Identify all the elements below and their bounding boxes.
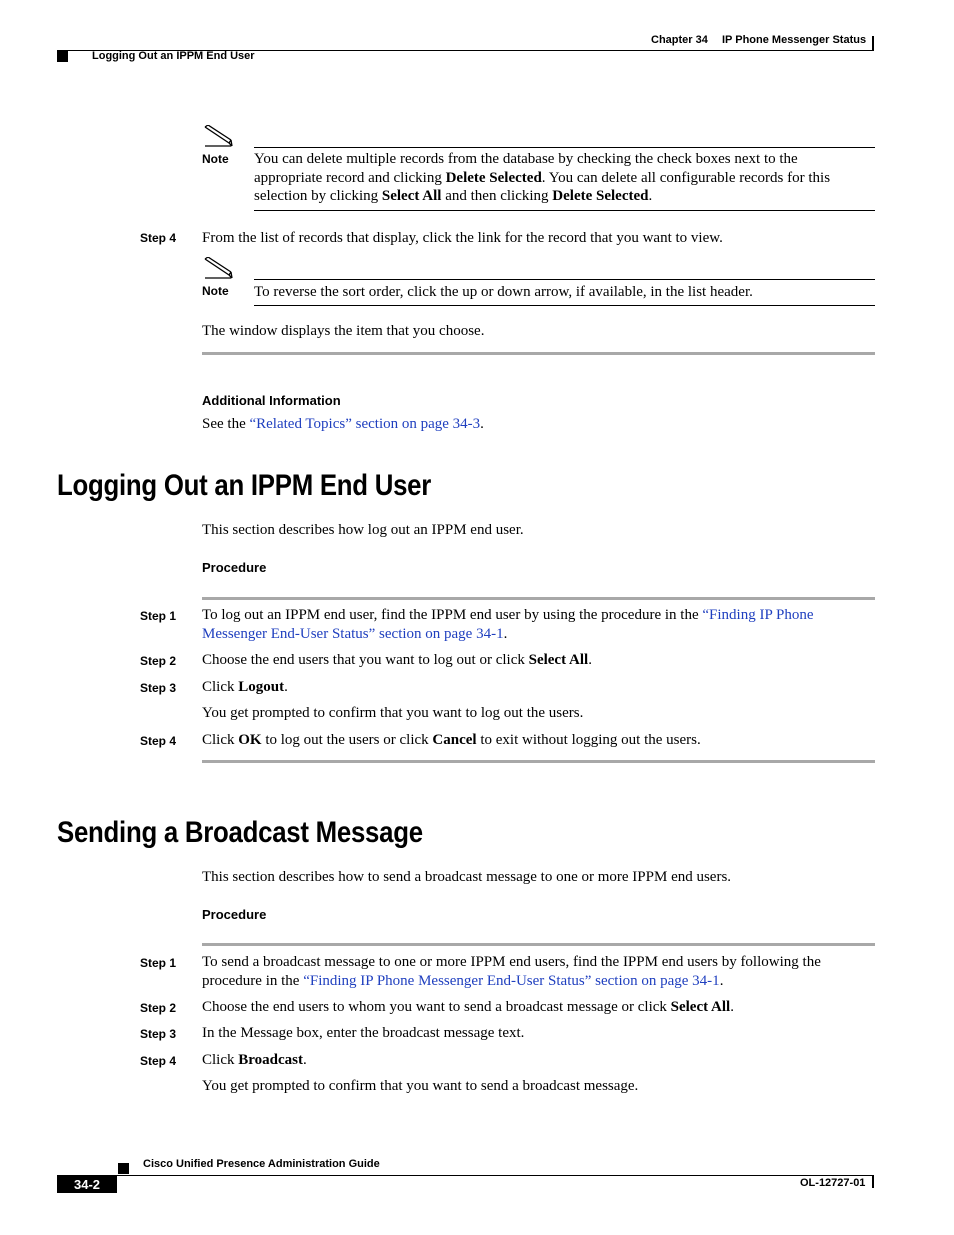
header-block <box>57 51 68 62</box>
related-topics-link[interactable]: “Related Topics” section on page 34-3 <box>249 416 481 432</box>
note-top-rule <box>254 147 875 148</box>
step-text: Click Logout. <box>202 679 288 695</box>
step-label: Step 2 <box>140 1001 177 1015</box>
step-label: Step 1 <box>140 956 177 970</box>
pencil-icon <box>203 125 233 147</box>
header-chapter: Chapter 34 <box>651 34 708 46</box>
procedure-start-rule <box>202 597 875 600</box>
finding-status-link[interactable]: “Finding IP Phone Messenger End-User Status” section on page 34-1 <box>303 972 720 989</box>
note-label: Note <box>202 284 229 298</box>
finding-status-link[interactable]: Messenger End-User Status” section on page 34-1 <box>202 625 504 642</box>
note-line: You can delete multiple records from the database by checking the check boxes next to the <box>254 151 798 167</box>
step-text: In the Message box, enter the broadcast message text. <box>202 1025 525 1041</box>
step-text: Click OK to log out the users or click Cancel to exit without logging out the users. <box>202 732 701 748</box>
note-bottom-rule <box>254 305 875 306</box>
finding-status-link[interactable]: “Finding IP Phone <box>702 607 814 623</box>
note-bottom-rule <box>254 210 875 211</box>
additional-info-heading: Additional Information <box>202 393 341 408</box>
step-label: Step 3 <box>140 1027 177 1041</box>
procedure-end-rule <box>202 352 875 355</box>
section-title: Sending a Broadcast Message <box>57 816 423 849</box>
step-label: Step 2 <box>140 654 177 668</box>
note-top-rule <box>254 279 875 280</box>
step-text: Choose the end users that you want to log out or click Select All. <box>202 652 592 668</box>
step-label: Step 3 <box>140 681 177 695</box>
doc-id: OL-12727-01 <box>800 1177 866 1189</box>
procedure-start-rule <box>202 943 875 946</box>
step-text: From the list of records that display, click the link for the record that you want to view. <box>202 230 723 246</box>
procedure-heading: Procedure <box>202 907 267 922</box>
footer-block <box>118 1163 129 1174</box>
footer-rule <box>57 1175 874 1176</box>
step-text: Choose the end users to whom you want to send a broadcast message or click Select All. <box>202 999 734 1015</box>
step-label: Step 1 <box>140 609 177 623</box>
step-followup: You get prompted to confirm that you want to log out the users. <box>202 705 584 721</box>
section-intro: This section describes how log out an IPPM end user. <box>202 522 524 538</box>
section-title: Logging Out an IPPM End User <box>57 469 432 502</box>
footer-bar-right <box>872 1175 874 1188</box>
pencil-icon <box>203 257 233 279</box>
step-text: Click Broadcast. <box>202 1052 307 1068</box>
step-label: Step 4 <box>140 231 177 245</box>
note-text: To reverse the sort order, click the up or down arrow, if available, in the list header. <box>254 284 753 300</box>
note-line: selection by clicking Select All and then clicking Delete Selected. <box>254 188 653 204</box>
footer-guide-title: Cisco Unified Presence Administration Guide <box>143 1158 380 1170</box>
additional-info-text: See the “Related Topics” section on page 34-3. <box>202 416 484 432</box>
step-followup: You get prompted to confirm that you want to send a broadcast message. <box>202 1078 639 1094</box>
section-intro: This section describes how to send a broadcast message to one or more IPPM end users. <box>202 869 732 885</box>
header-bar-right <box>872 36 874 50</box>
step-text: To log out an IPPM end user, find the IPPM end user by using the procedure in the “Finding IP Phone Messenger End-User Status” section on page 34-1. <box>202 607 814 642</box>
step-text: To send a broadcast message to one or more IPPM end users, find the IPPM end users by following the procedure in the “Finding IP Phone Messenger End-User Status” section on page 34-1. <box>202 954 821 989</box>
procedure-heading: Procedure <box>202 560 267 575</box>
procedure-end-rule <box>202 760 875 763</box>
note-text <box>254 150 875 206</box>
header-section: Logging Out an IPPM End User <box>92 50 255 62</box>
body-text: The window displays the item that you choose. <box>202 323 485 339</box>
step-label: Step 4 <box>140 734 177 748</box>
step-label: Step 4 <box>140 1054 177 1068</box>
note-line: appropriate record and clicking Delete Selected. You can delete all configurable records for this <box>254 169 831 186</box>
page-number: 34-2 <box>73 1177 101 1192</box>
note-label: Note <box>202 152 229 166</box>
header-chapter-title: IP Phone Messenger Status <box>722 34 867 46</box>
